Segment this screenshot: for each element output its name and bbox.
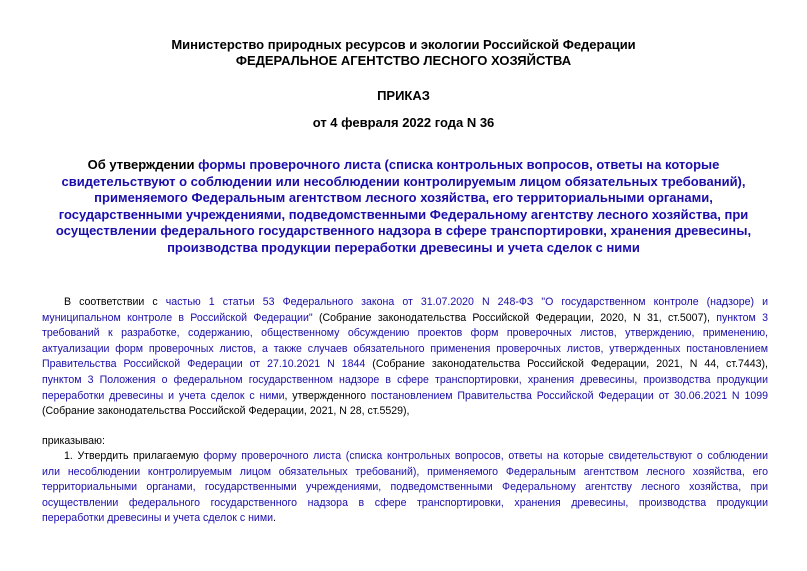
regulation-point-3-link[interactable]: пунктом 3 Положения о федеральном государственном надзоре в сфере транспортировки, хранения древесины, производства продукции: [42, 373, 768, 386]
preamble-line-2: [42, 311, 768, 327]
approved-form-link-3[interactable]: территориальными органами, государственными учреждениями, подведомственными Федеральному агентству лесного хозяйства, при: [42, 481, 768, 494]
law-248-link-cont[interactable]: муниципальном контроле в Российской Федерации": [42, 311, 313, 324]
order-word: [42, 434, 768, 450]
preamble-text-2: (Собрание законодательства Российской Федерации, 2020, N 31, ст.5007),: [312, 311, 717, 324]
title-line-4[interactable]: государственными учреждениями, подведомственными Федеральному агентству лесного хозяйства, при: [58, 206, 749, 222]
approved-form-link[interactable]: форму проверочного листа (списка контрольных вопросов, ответы на которые свидетельствуют о соблюдении: [203, 450, 768, 462]
title-prefix: Об утверждении: [87, 157, 199, 172]
preamble-text-1: В соответствии с: [64, 296, 166, 308]
title-line-3[interactable]: применяемого Федеральным агентством лесного хозяйства, его территориальными органами,: [94, 190, 713, 205]
title-line-1: [40, 157, 767, 174]
preamble-line-4: [42, 342, 768, 358]
document-title: [40, 157, 767, 256]
document-date-number: от 4 февраля 2022 года N 36: [312, 115, 495, 130]
item-1-line-2: [42, 465, 768, 481]
item-1-text: 1. Утвердить прилагаемую: [64, 450, 204, 462]
title-form-link[interactable]: формы проверочного листа (списка контрольных вопросов, ответы на которые: [198, 157, 720, 172]
regulation-point-3-link-cont[interactable]: переработки древесины и учета сделок с ними: [42, 389, 285, 402]
preamble-line-6: [42, 373, 768, 389]
title-line-2[interactable]: свидетельствуют о соблюдении или несоблюдении контролируемым лицом обязательных требований),: [61, 173, 746, 189]
preamble-line-7: [42, 389, 768, 405]
approved-form-link-2[interactable]: или несоблюдении контролируемым лицом обязательных требований), применяемого Федеральным агентством лесного хозяйства, его: [42, 465, 768, 478]
approved-form-link-4[interactable]: осуществлении федерального государственного надзора в сфере транспортировки, хранения древесины, производства продукции: [42, 496, 768, 509]
preamble-line-8: (Собрание законодательства Российской Федерации, 2021, N 28, ст.5529),: [42, 405, 410, 418]
item-1-period: .: [273, 512, 276, 525]
preamble-text-7: , утвержденного: [284, 389, 371, 402]
requirements-link-2[interactable]: актуализации форм проверочных листов, а также случаев обязательного применения проверочных листов, утвержденных постановлением: [42, 342, 768, 355]
preamble-line-5: [42, 357, 768, 373]
preamble-paragraph: [42, 295, 768, 420]
agency-name: ФЕДЕРАЛЬНОЕ АГЕНТСТВО ЛЕСНОГО ХОЗЯЙСТВА: [235, 53, 572, 68]
item-1-line-4: [42, 496, 768, 512]
preamble-line-3: [42, 326, 768, 342]
document-type: ПРИКАЗ: [377, 88, 430, 103]
requirements-link-1[interactable]: требований к разработке, содержанию, общественному обсуждению проектов форм проверочных листов, утверждению, применению,: [42, 327, 768, 340]
point-3-link[interactable]: пунктом 3: [716, 311, 768, 324]
preamble-line-1: [42, 295, 768, 311]
decree-1844-link[interactable]: Правительства Российской Федерации от 27.10.2021 N 1844: [42, 358, 366, 371]
preamble-text-5: (Собрание законодательства Российской Федерации, 2021, N 44, ст.7443),: [365, 358, 768, 371]
item-1-line-1: [42, 449, 768, 465]
decree-1099-link[interactable]: постановлением Правительства Российской Федерации от 30.06.2021 N 1099: [370, 389, 769, 402]
item-1-line-3: [42, 480, 768, 496]
title-line-5[interactable]: осуществлении федерального государственного надзора в сфере транспортировки, хранения древесины,: [55, 223, 752, 238]
item-1-paragraph: [42, 449, 768, 527]
item-1-line-5: [42, 511, 768, 527]
law-248-link[interactable]: частью 1 статьи 53 Федерального закона от 31.07.2020 N 248-ФЗ "О государственном контроле (надзоре) и: [165, 296, 768, 308]
title-line-6[interactable]: производства продукции переработки древесины и учета сделок с ними: [167, 239, 640, 255]
ministry-name: Министерство природных ресурсов и экологии Российской Федерации: [171, 37, 636, 52]
order-word-text: приказываю:: [42, 435, 105, 447]
approved-form-link-5[interactable]: переработки древесины и учета сделок с ними: [42, 512, 274, 525]
